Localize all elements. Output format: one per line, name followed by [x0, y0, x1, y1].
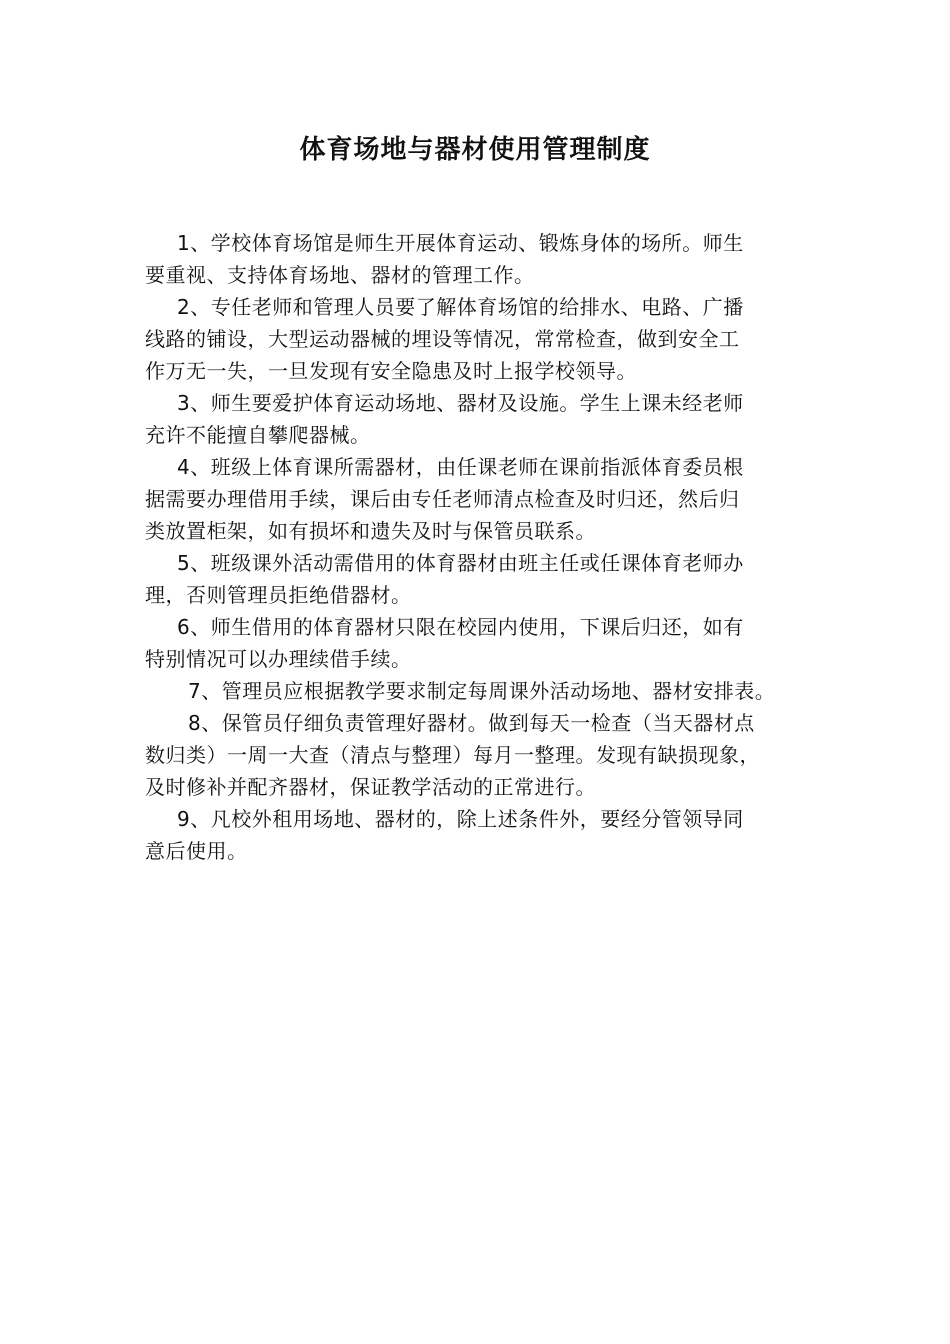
text-line: 特别情况可以办理续借手续。	[145, 647, 412, 671]
text-line: 4、班级上体育课所需器材，由任课老师在课前指派体育委员根	[177, 455, 744, 479]
text-line: 6、师生借用的体育器材只限在校园内使用，下课后归还，如有	[177, 615, 744, 639]
text-line: 2、专任老师和管理人员要了解体育场馆的给排水、电路、广播	[177, 295, 744, 319]
document-title: 体育场地与器材使用管理制度	[299, 135, 651, 165]
text-line: 及时修补并配齐器材，保证教学活动的正常进行。	[145, 775, 596, 799]
text-line: 意后使用。	[145, 839, 248, 863]
text-line: 9、凡校外租用场地、器材的，除上述条件外，要经分管领导同	[177, 807, 744, 831]
text-line: 据需要办理借用手续，课后由专任老师清点检查及时归还，然后归	[145, 487, 740, 511]
text-line: 作万无一失，一旦发现有安全隐患及时上报学校领导。	[145, 359, 637, 383]
text-line: 7、管理员应根据教学要求制定每周课外活动场地、器材安排表。	[188, 679, 776, 703]
text-line: 类放置柜架，如有损坏和遗失及时与保管员联系。	[145, 519, 596, 543]
text-line: 数归类）一周一大查（清点与整理）每月一整理。发现有缺损现象，	[145, 743, 760, 767]
text-line: 线路的铺设，大型运动器械的埋设等情况，常常检查，做到安全工	[145, 327, 740, 351]
text-line: 3、师生要爱护体育运动场地、器材及设施。学生上课未经老师	[177, 391, 744, 415]
text-line: 理，否则管理员拒绝借器材。	[145, 583, 412, 607]
text-line: 要重视、支持体育场地、器材的管理工作。	[145, 263, 535, 287]
text-line: 充许不能擅自攀爬器械。	[145, 423, 371, 447]
text-line: 5、班级课外活动需借用的体育器材由班主任或任课体育老师办	[177, 551, 744, 575]
text-line: 8、保管员仔细负责管理好器材。做到每天一检查（当天器材点	[188, 711, 755, 735]
text-line: 1、学校体育场馆是师生开展体育运动、锻炼身体的场所。师生	[177, 231, 744, 255]
